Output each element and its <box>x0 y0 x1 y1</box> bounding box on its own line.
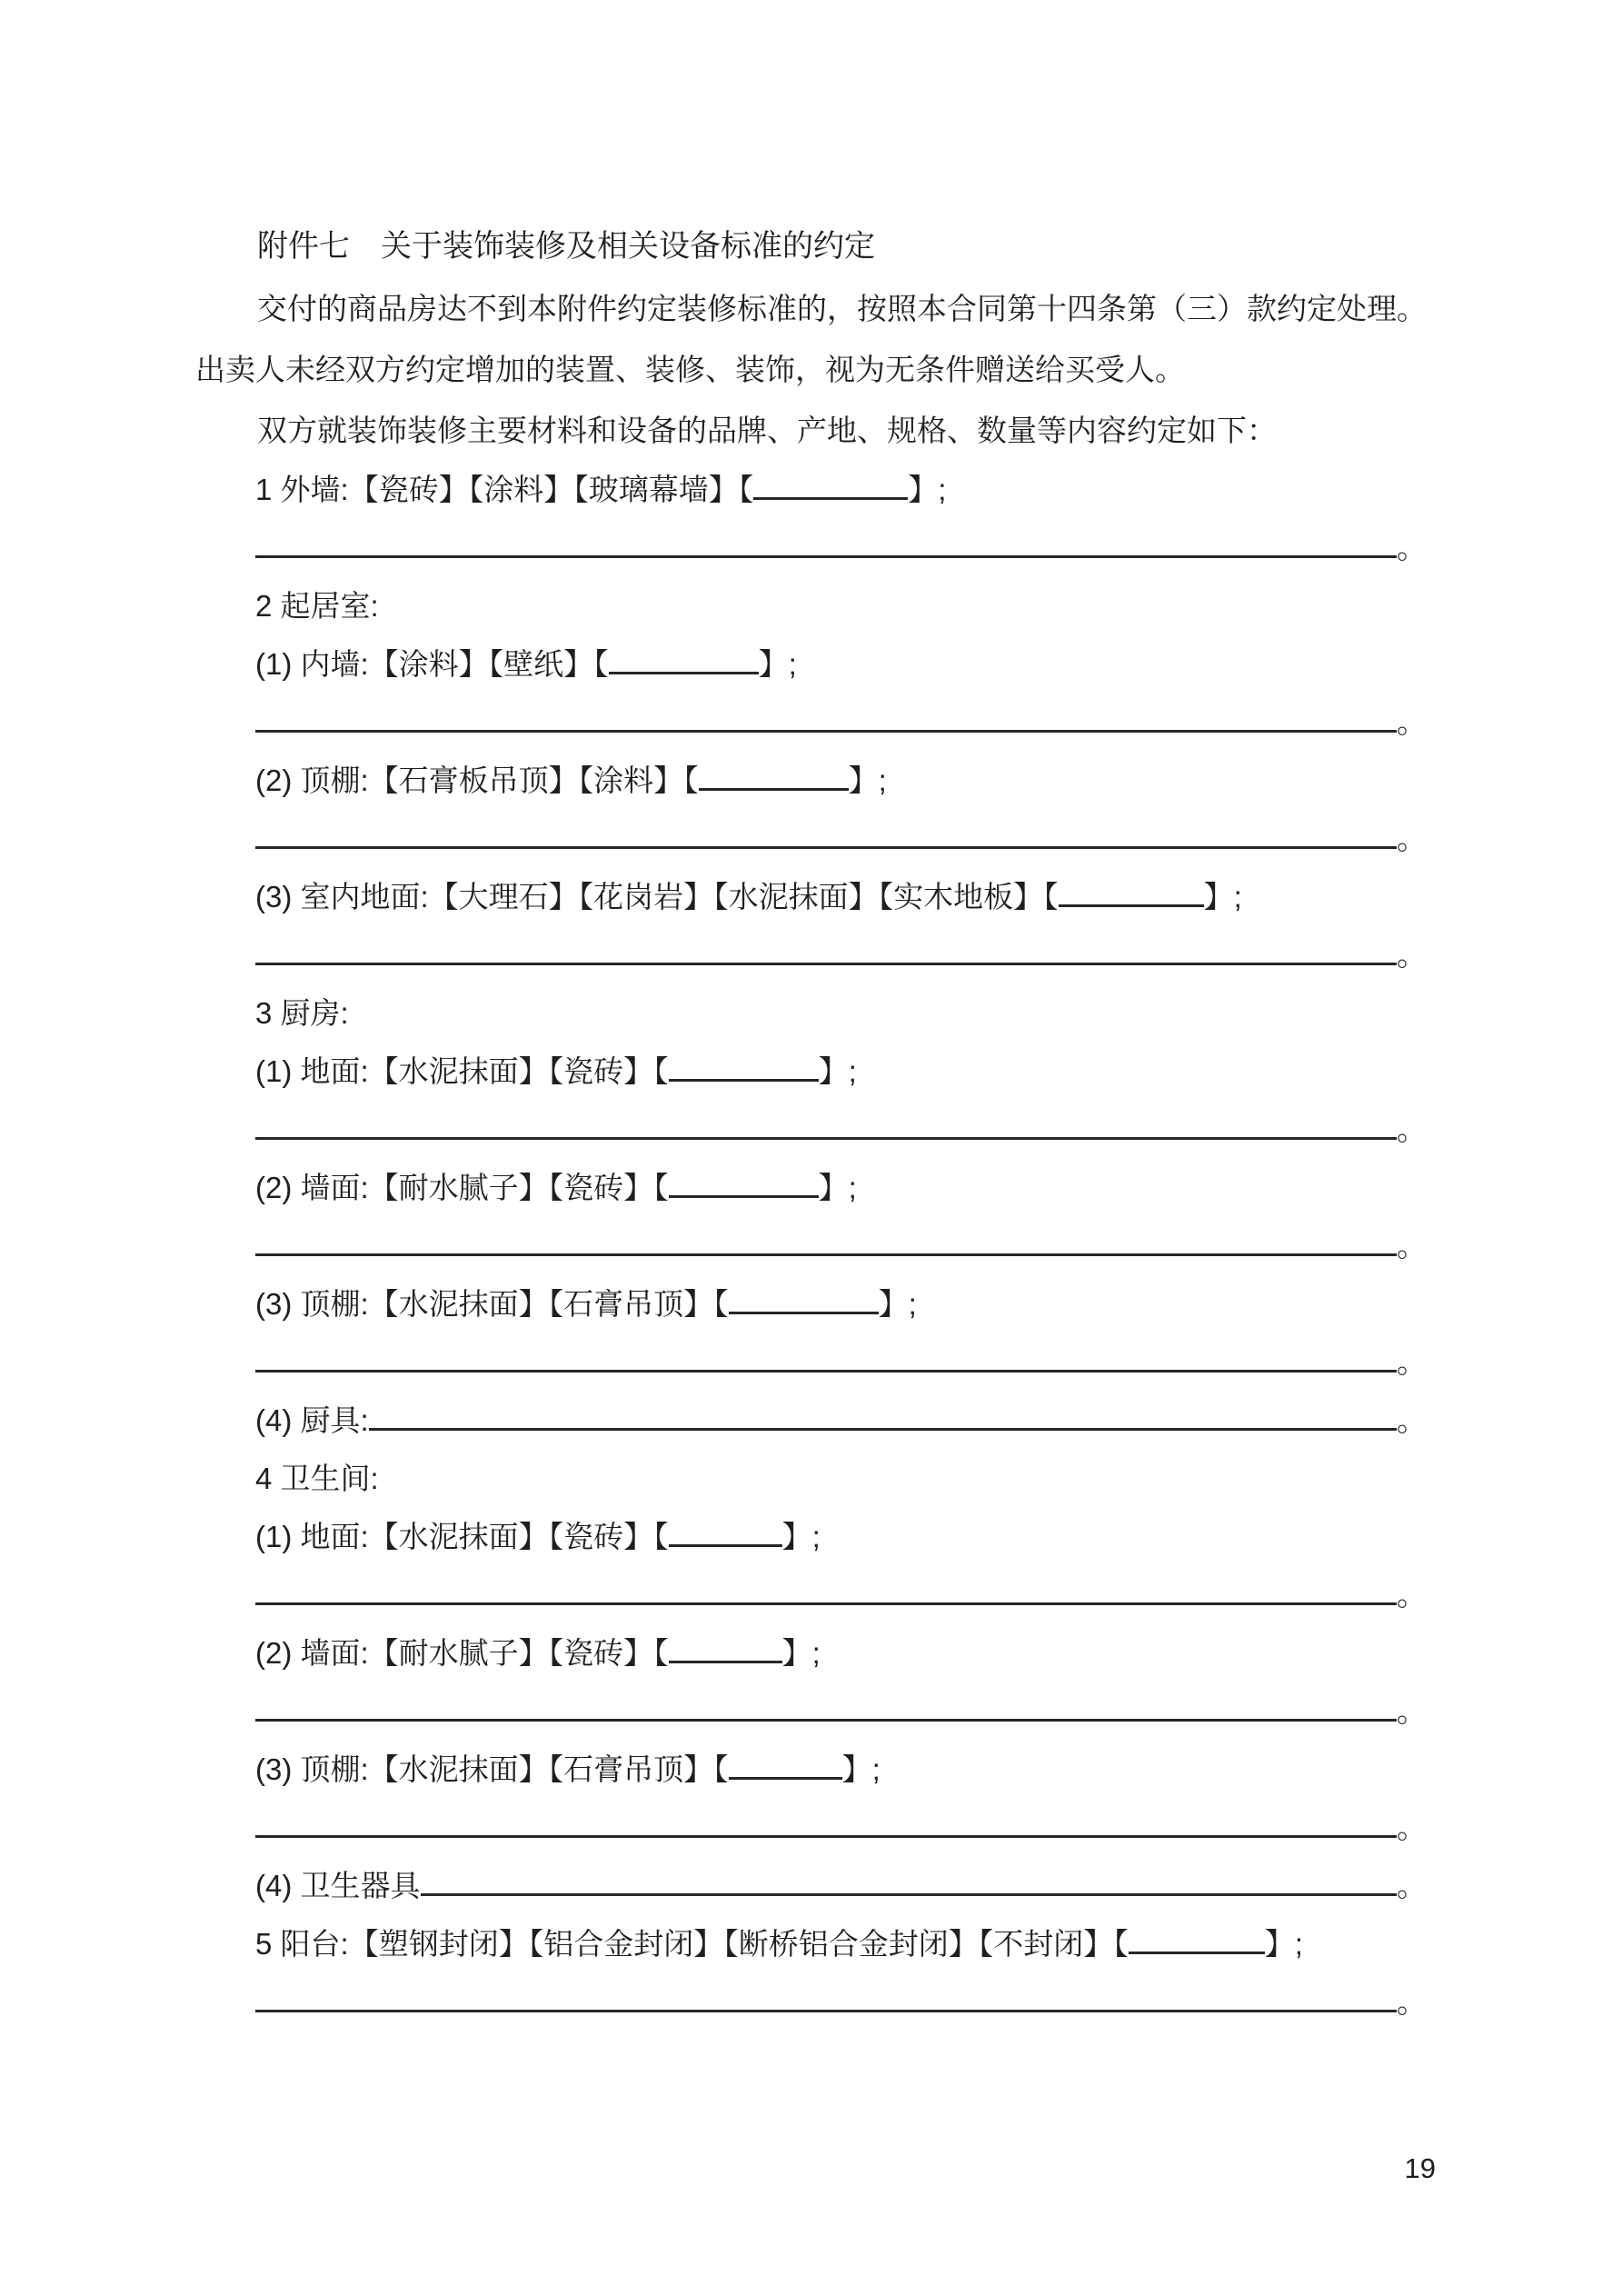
blank-rule <box>255 963 1397 965</box>
line-text: 】; <box>878 1287 917 1321</box>
line-text: 】; <box>781 1520 821 1553</box>
line-text: 1 外墙:【瓷砖】【涂料】【玻璃幕墙】【 <box>255 473 754 506</box>
line-text: (3) 顶棚:【水泥抹面】【石膏吊顶】【 <box>255 1752 729 1786</box>
blank-rule <box>255 555 1397 558</box>
attachment-title: 附件七 关于装饰装修及相关设备标准的约定 <box>257 229 875 264</box>
fill-in-line <box>255 1682 1427 1741</box>
blank-field <box>669 1657 782 1663</box>
blank-rule <box>421 1893 1398 1896</box>
blank-rule <box>255 2010 1397 2012</box>
period-mark: 。 <box>1397 1811 1427 1844</box>
fill-label: (4) 卫生器具 <box>255 1869 421 1902</box>
agreement-line <box>255 1624 1427 1682</box>
blank-rule <box>255 1835 1397 1838</box>
agreement-line <box>255 461 1427 519</box>
agreement-line <box>255 1275 1427 1333</box>
fill-in-line <box>255 1217 1427 1275</box>
blank-rule <box>255 1719 1397 1722</box>
period-mark: 。 <box>1397 1694 1427 1728</box>
blank-field <box>729 1773 842 1780</box>
line-text: 2 起居室: <box>255 589 379 623</box>
agreement-line <box>255 868 1427 926</box>
blank-field <box>669 1075 819 1082</box>
period-mark: 。 <box>1397 705 1427 739</box>
blank-rule <box>369 1428 1397 1431</box>
line-text: 】; <box>1203 880 1242 913</box>
period-mark: 。 <box>1397 1578 1427 1612</box>
blank-field <box>669 1192 819 1198</box>
line-text: 】; <box>781 1636 821 1670</box>
blank-rule <box>255 730 1397 733</box>
line-text: 】; <box>1264 1927 1303 1961</box>
line-text: (2) 顶棚:【石膏板吊顶】【涂料】【 <box>255 764 699 797</box>
fill-label: (4) 厨具: <box>255 1403 369 1437</box>
line-text: 】; <box>758 647 797 681</box>
blank-field <box>699 784 849 791</box>
blank-rule <box>255 1370 1397 1373</box>
line-text: (3) 顶棚:【水泥抹面】【石膏吊顶】【 <box>255 1287 729 1321</box>
fill-in-line <box>255 926 1427 984</box>
period-mark: 。 <box>1397 1869 1427 1902</box>
page-number: 19 <box>1404 2152 1436 2184</box>
agreement-line <box>255 635 1427 694</box>
line-text: 】; <box>908 473 947 506</box>
agreement-line <box>255 1915 1427 1973</box>
blank-field <box>729 1308 879 1314</box>
line-text: 3 厨房: <box>255 996 349 1030</box>
blank-rule <box>255 1253 1397 1256</box>
blank-field <box>753 494 908 500</box>
period-mark: 。 <box>1397 1113 1427 1146</box>
labeled-fill-in-line <box>255 1857 1427 1915</box>
fill-in-line <box>255 1973 1427 2031</box>
intro-paragraphs <box>195 278 1427 461</box>
agreement-line <box>255 1450 1427 1508</box>
labeled-fill-in-line <box>255 1392 1427 1450</box>
line-text: (2) 墙面:【耐水腻子】【瓷砖】【 <box>255 1636 669 1670</box>
fill-in-line <box>255 519 1427 577</box>
line-text: (1) 地面:【水泥抹面】【瓷砖】【 <box>255 1520 669 1553</box>
line-text: (3) 室内地面:【大理石】【花岗岩】【水泥抹面】【实木地板】【 <box>255 880 1059 913</box>
intro-line: 出卖人未经双方约定增加的装置、装修、装饰，视为无条件赠送给买受人。 <box>195 353 1185 386</box>
agreement-line <box>255 984 1427 1043</box>
agreement-line <box>255 577 1427 635</box>
blank-field <box>609 668 759 674</box>
line-text: 】; <box>818 1171 857 1204</box>
blank-field <box>669 1541 782 1547</box>
line-text: 】; <box>818 1054 857 1088</box>
line-text: (2) 墙面:【耐水腻子】【瓷砖】【 <box>255 1171 669 1204</box>
intro-line: 交付的商品房达不到本附件约定装修标准的，按照本合同第十四条第（三）款约定处理。 <box>257 292 1427 325</box>
fill-in-line <box>255 1333 1427 1392</box>
fill-in-line <box>255 694 1427 752</box>
line-text: 】; <box>841 1752 881 1786</box>
blank-rule <box>255 1137 1397 1140</box>
agreement-line <box>255 1741 1427 1799</box>
period-mark: 。 <box>1397 938 1427 972</box>
document-content <box>195 215 1427 2031</box>
blank-field <box>1129 1948 1265 1954</box>
fill-in-line <box>255 1101 1427 1159</box>
agreement-line <box>255 1159 1427 1217</box>
line-text: 4 卫生间: <box>255 1462 379 1495</box>
fill-in-line <box>255 1566 1427 1624</box>
agreement-line <box>255 1043 1427 1101</box>
period-mark: 。 <box>1397 1403 1427 1437</box>
fill-in-line <box>255 810 1427 868</box>
blank-rule <box>255 1602 1397 1605</box>
blank-field <box>1059 901 1204 907</box>
period-mark: 。 <box>1397 1985 1427 2019</box>
fill-in-line <box>255 1799 1427 1857</box>
line-text: 】; <box>848 764 887 797</box>
blank-rule <box>255 846 1397 849</box>
period-mark: 。 <box>1397 1345 1427 1379</box>
period-mark: 。 <box>1397 822 1427 855</box>
line-text: (1) 地面:【水泥抹面】【瓷砖】【 <box>255 1054 669 1088</box>
intro-line: 双方就装饰装修主要材料和设备的品牌、产地、规格、数量等内容约定如下： <box>257 414 1277 447</box>
agreement-line <box>255 1508 1427 1566</box>
line-text: (1) 内墙:【涂料】【壁纸】【 <box>255 647 609 681</box>
agreement-line <box>255 752 1427 810</box>
agreement-items <box>255 461 1427 2031</box>
period-mark: 。 <box>1397 1229 1427 1263</box>
period-mark: 。 <box>1397 531 1427 564</box>
line-text: 5 阳台:【塑钢封闭】【铝合金封闭】【断桥铝合金封闭】【不封闭】【 <box>255 1927 1129 1961</box>
